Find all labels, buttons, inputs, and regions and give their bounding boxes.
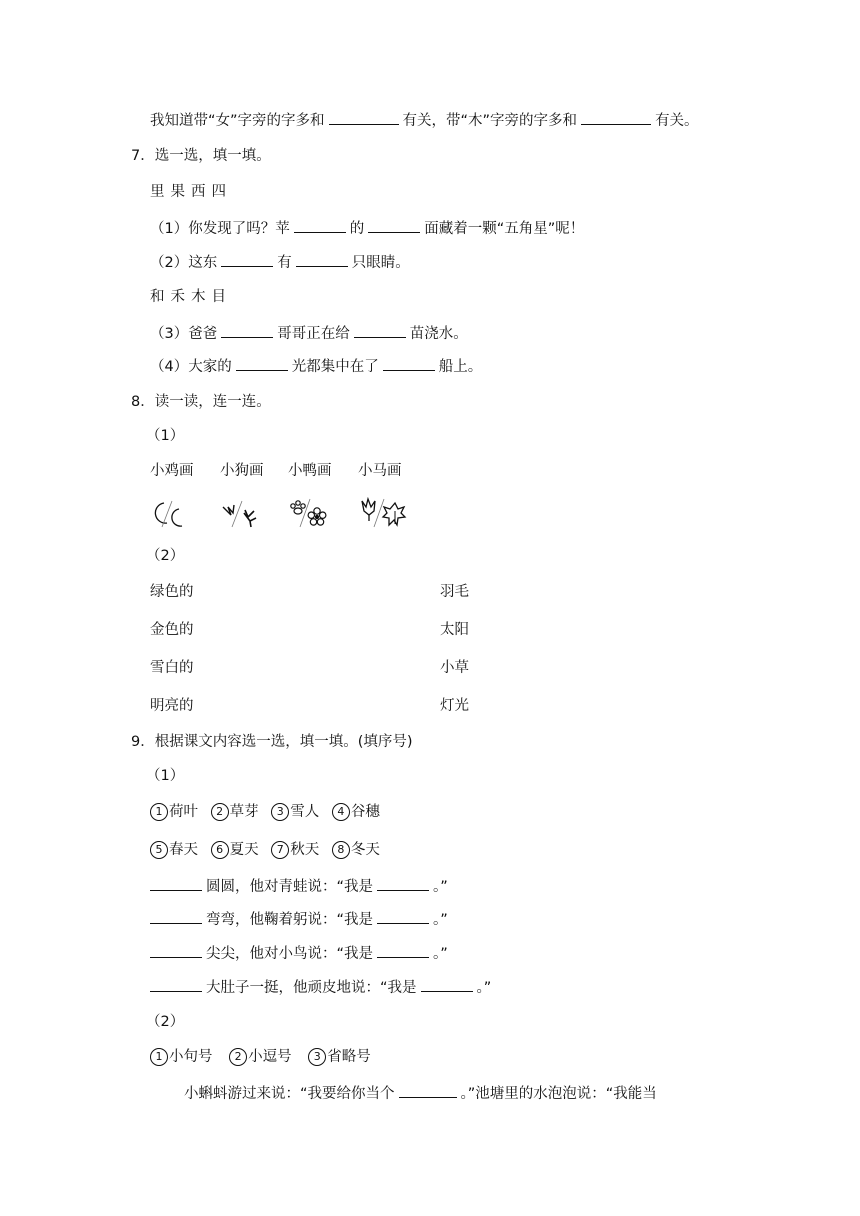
q9-options-row-2	[150, 840, 388, 860]
q9-options-row-3	[150, 1047, 379, 1067]
sentence-text: 光都集中在了	[291, 359, 379, 375]
answer-blank[interactable]	[377, 876, 429, 891]
word-option: 果	[170, 184, 185, 200]
sentence-text: 哥哥正在给	[277, 326, 350, 342]
sentence-text: 面藏着一颗“五角星”呢！	[424, 221, 585, 237]
circled-number: 3	[271, 803, 289, 821]
option-item	[229, 1047, 292, 1067]
left-item[interactable]: 金色的	[150, 622, 194, 638]
option-item	[332, 802, 380, 822]
circled-number: 3	[308, 1048, 326, 1066]
q9-options-row-1	[150, 802, 388, 822]
answer-blank[interactable]	[150, 909, 202, 924]
answer-blank[interactable]	[150, 977, 202, 992]
option-item	[308, 1047, 371, 1067]
paragraph-text: 小蝌蚪游过来说：“我要给你当个	[184, 1086, 395, 1102]
plum-flower-icon[interactable]	[288, 497, 328, 529]
option-text: 草芽	[229, 804, 259, 820]
circled-number: 4	[332, 803, 350, 821]
paragraph-text: 。”池塘里的水泡泡说：“我能当	[460, 1086, 657, 1102]
circled-number: 5	[150, 841, 168, 859]
right-item[interactable]: 太阳	[440, 622, 469, 638]
q7-sentence-1	[150, 218, 584, 239]
answer-blank[interactable]	[421, 977, 473, 992]
q7-title: 7．选一选，填一填。	[131, 148, 271, 164]
circled-number: 1	[150, 803, 168, 821]
answer-blank[interactable]	[581, 110, 651, 125]
q9-line-2	[150, 909, 448, 930]
answer-blank[interactable]	[150, 943, 202, 958]
line-text: 大肚子一挺，他顽皮地说：“我是	[206, 980, 417, 996]
answer-blank[interactable]	[383, 356, 435, 371]
q7-word-bank-2	[150, 287, 226, 307]
q7-sentence-2	[150, 252, 410, 273]
option-text: 谷穗	[350, 804, 380, 820]
answer-blank[interactable]	[399, 1083, 457, 1098]
sentence-text: 的	[349, 221, 365, 237]
option-item	[150, 802, 198, 822]
word-option: 四	[211, 184, 226, 200]
option-text: 秋天	[290, 842, 320, 858]
right-item[interactable]: 灯光	[440, 698, 469, 714]
sentence-text: 船上。	[438, 359, 483, 375]
q9-line-1	[150, 876, 448, 897]
q7-sentence-3	[150, 323, 468, 344]
q7-sentence-4	[150, 356, 482, 377]
left-item[interactable]: 绿色的	[150, 584, 194, 600]
right-item[interactable]: 羽毛	[440, 584, 469, 600]
answer-blank[interactable]	[377, 909, 429, 924]
q8-part2-label: （2）	[146, 548, 185, 564]
circled-number: 2	[229, 1048, 247, 1066]
option-item	[271, 840, 319, 860]
line-text: 圆圆，他对青蛙说：“我是	[206, 879, 374, 895]
q9-line-3	[150, 943, 448, 964]
right-item[interactable]: 小草	[440, 660, 469, 676]
left-item[interactable]: 明亮的	[150, 698, 194, 714]
word-option: 和	[150, 289, 165, 305]
q9-line-4	[150, 977, 491, 998]
word-option: 目	[211, 289, 226, 305]
option-text: 小句号	[169, 1049, 213, 1065]
animal-label-puppy: 小狗画	[220, 463, 264, 479]
option-text: 小逗号	[248, 1049, 292, 1065]
answer-blank[interactable]	[329, 110, 399, 125]
q7-word-bank-1	[150, 182, 226, 202]
circled-number: 7	[271, 841, 289, 859]
answer-blank[interactable]	[150, 876, 202, 891]
word-option: 里	[150, 184, 165, 200]
animal-label-chick: 小鸡画	[150, 463, 194, 479]
q6-text-1: 我知道带“女”字旁的字多和	[150, 113, 325, 129]
circled-number: 8	[332, 841, 350, 859]
word-option: 西	[191, 184, 206, 200]
option-text: 雪人	[290, 804, 320, 820]
circled-number: 2	[211, 803, 229, 821]
q9-paragraph	[184, 1083, 657, 1104]
answer-blank[interactable]	[221, 252, 273, 267]
word-option: 禾	[170, 289, 185, 305]
answer-blank[interactable]	[354, 323, 406, 338]
sentence-text: （4）大家的	[150, 359, 232, 375]
q8-title: 8．读一读，连一连。	[131, 394, 271, 410]
answer-blank[interactable]	[294, 218, 346, 233]
line-text: 尖尖，他对小鸟说：“我是	[206, 946, 374, 962]
bamboo-leaf-icon[interactable]	[220, 499, 260, 529]
option-item	[271, 802, 319, 822]
animal-label-pony: 小马画	[358, 463, 402, 479]
sentence-text: （1）你发现了吗？苹	[150, 221, 290, 237]
line-text: 弯弯，他鞠着躬说：“我是	[206, 912, 374, 928]
q9-part1-label: （1）	[146, 768, 185, 784]
q9-part2-label: （2）	[146, 1014, 185, 1030]
option-text: 省略号	[327, 1049, 371, 1065]
answer-blank[interactable]	[377, 943, 429, 958]
answer-blank[interactable]	[368, 218, 420, 233]
q6-line	[150, 110, 699, 131]
left-item[interactable]: 雪白的	[150, 660, 194, 676]
answer-blank[interactable]	[236, 356, 288, 371]
sentence-text: 只眼睛。	[351, 255, 410, 271]
option-text: 夏天	[229, 842, 259, 858]
sentence-text: （2）这东	[150, 255, 218, 271]
q8-part1-label: （1）	[146, 428, 185, 444]
option-text: 荷叶	[169, 804, 198, 820]
sentence-text: （3）爸爸	[150, 326, 218, 342]
option-item	[150, 1047, 213, 1067]
sentence-text: 有	[277, 255, 292, 271]
maple-leaf-icon[interactable]	[358, 497, 408, 529]
crescent-moon-icon[interactable]	[150, 499, 190, 529]
word-option: 木	[191, 289, 206, 305]
option-item	[211, 802, 259, 822]
q9-title: 9．根据课文内容选一选，填一填。(填序号)	[131, 734, 413, 750]
line-text: 。”	[433, 879, 448, 895]
line-text: 。”	[476, 980, 492, 996]
circled-number: 6	[211, 841, 229, 859]
option-text: 春天	[169, 842, 198, 858]
sentence-text: 苗浇水。	[409, 326, 468, 342]
option-item	[150, 840, 198, 860]
answer-blank[interactable]	[221, 323, 273, 338]
option-item	[211, 840, 259, 860]
option-text: 冬天	[350, 842, 380, 858]
answer-blank[interactable]	[296, 252, 348, 267]
option-item	[332, 840, 380, 860]
animal-label-duckling: 小鸭画	[288, 463, 332, 479]
line-text: 。”	[433, 946, 448, 962]
line-text: 。”	[433, 912, 448, 928]
q6-text-2: 有关，带“木”字旁的字多和	[402, 113, 578, 129]
circled-number: 1	[150, 1048, 168, 1066]
q6-text-3: 有关。	[655, 113, 699, 129]
